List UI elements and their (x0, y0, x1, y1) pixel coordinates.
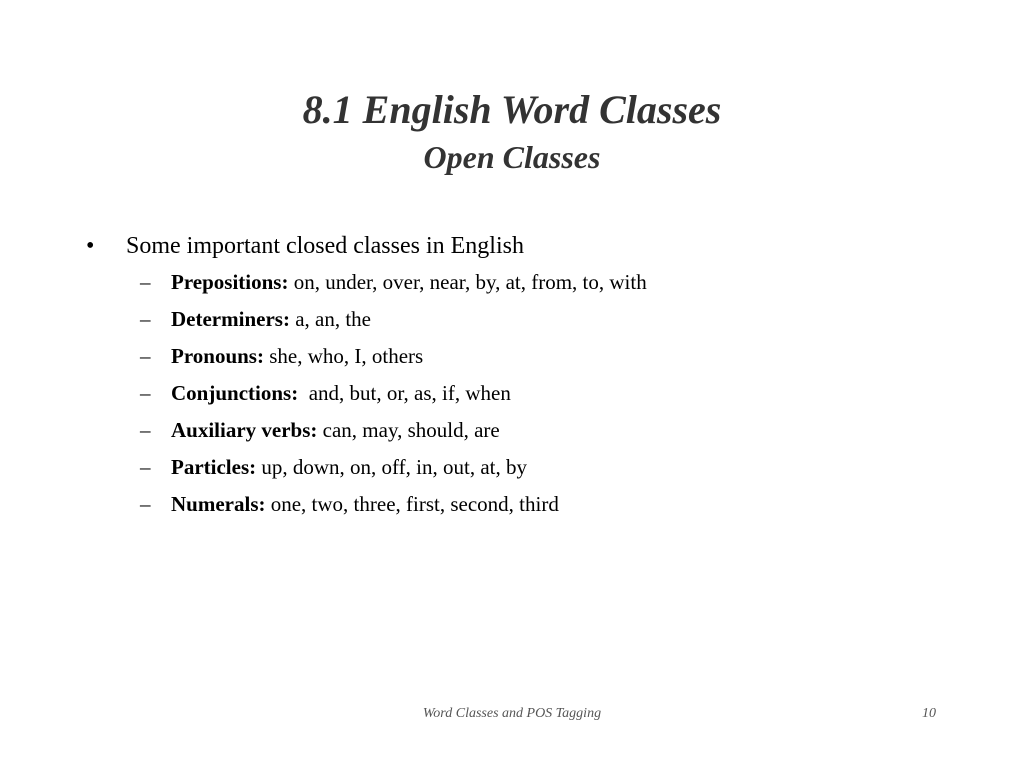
sub-item-auxiliary-verbs (140, 412, 966, 449)
sub-item-conjunctions (140, 375, 966, 412)
term-label: Numerals: (171, 492, 266, 516)
examples-text: up, down, on, off, in, out, at, by (261, 455, 527, 479)
sub-item-text (171, 486, 559, 523)
slide-subtitle: Open Classes (423, 139, 601, 175)
dash-marker: – (140, 307, 151, 331)
page-number: 10 (922, 706, 936, 721)
sub-item-pronouns (140, 338, 966, 375)
sub-item-determiners (140, 301, 966, 338)
sub-list (140, 264, 966, 523)
sub-item-particles (140, 449, 966, 486)
bullet-item (86, 228, 966, 264)
examples-text: and, but, or, as, if, when (303, 381, 511, 405)
sub-item-text (171, 375, 511, 412)
term-label: Auxiliary verbs: (171, 418, 318, 442)
footer-title: Word Classes and POS Tagging (422, 706, 602, 721)
bullet-marker: • (86, 233, 95, 259)
sub-item-numerals (140, 486, 966, 523)
sub-item-text (171, 338, 423, 375)
dash-marker: – (140, 492, 151, 516)
dash-marker: – (140, 455, 151, 479)
term-label: Prepositions: (171, 270, 289, 294)
term-label: Pronouns: (171, 344, 264, 368)
dash-marker: – (140, 344, 151, 368)
sub-item-text (171, 301, 371, 338)
sub-item-text (171, 449, 527, 486)
dash-marker: – (140, 270, 151, 294)
dash-marker: – (140, 381, 151, 405)
term-label: Conjunctions: (171, 381, 299, 405)
slide-content (86, 228, 966, 523)
examples-text: one, two, three, first, second, third (270, 492, 559, 516)
sub-item-prepositions (140, 264, 966, 301)
dash-marker: – (140, 418, 151, 442)
title-block (0, 84, 1024, 178)
examples-text: can, may, should, are (322, 418, 500, 442)
bullet-text: Some important closed classes in English (126, 233, 524, 259)
sub-item-text (171, 412, 500, 449)
slide-title: 8.1 English Word Classes (302, 87, 722, 132)
examples-text: she, who, I, others (269, 344, 424, 368)
term-label: Determiners: (171, 307, 290, 331)
term-label: Particles: (171, 455, 257, 479)
examples-text: a, an, the (295, 307, 371, 331)
examples-text: on, under, over, near, by, at, from, to, with (293, 270, 647, 294)
sub-item-text (171, 264, 647, 301)
